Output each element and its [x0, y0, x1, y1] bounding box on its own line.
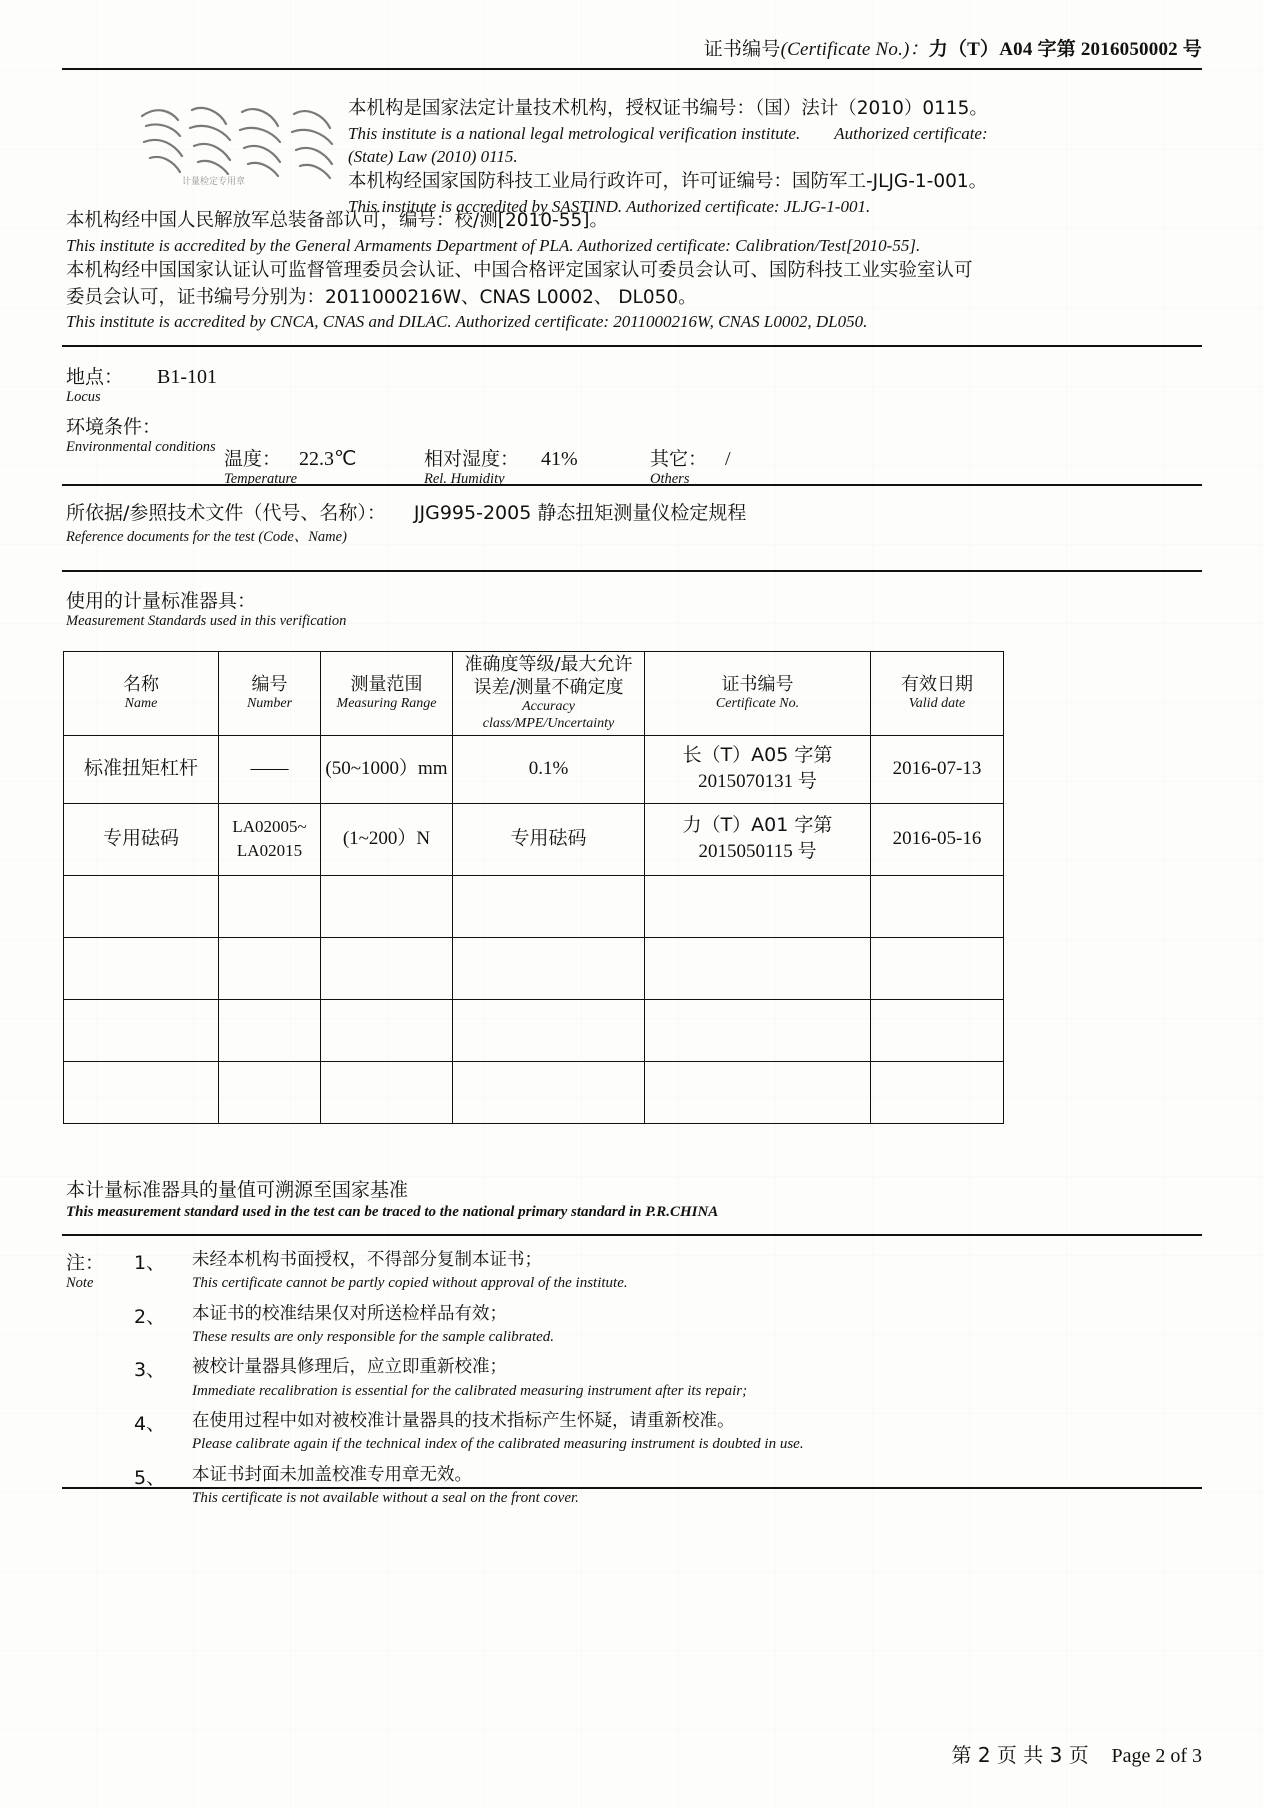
row6-range: [321, 1061, 453, 1123]
col-valid: [871, 652, 1004, 736]
accreditation-line1-cn: 本机构是国家法定计量技术机构，授权证书编号：（国）法计（2010）0115。: [348, 98, 988, 119]
environment-block: [66, 412, 216, 456]
col-number: [219, 652, 321, 736]
col-accuracy-cn2: 误差/测量不确定度: [473, 676, 624, 698]
environment-others: [650, 444, 731, 488]
row4-range: [321, 937, 453, 999]
accreditation-line3-en: This institute is accredited by the General Armaments Department of PLA. Authorized certificate: Calibration/Test[2010-55].: [66, 235, 921, 255]
col-valid-cn: 有效日期: [901, 673, 973, 695]
notes-label-cn: 注：: [66, 1252, 105, 1274]
note-item: [134, 1248, 1202, 1294]
note-4-cn: 在使用过程中如对被校准计量器具的技术指标产生怀疑，请重新校准。: [192, 1410, 735, 1431]
note-1-en: This certificate cannot be partly copied without approval of the institute.: [192, 1275, 628, 1292]
certificate-label-cn: 证书编号: [703, 39, 781, 60]
environment-label-en: Environmental conditions: [66, 439, 216, 455]
locus-block: [66, 362, 217, 406]
row1-valid: 2016-07-13: [871, 735, 1004, 803]
row5-certificate: [645, 999, 871, 1061]
note-5-number: 5、: [134, 1466, 166, 1489]
row3-name: [64, 875, 219, 937]
row3-number: [219, 875, 321, 937]
row1-accuracy: 0.1%: [453, 735, 645, 803]
environment-humidity: [424, 444, 578, 488]
row2-valid: 2016-05-16: [871, 803, 1004, 875]
svg-text:计量检定专用章: 计量检定专用章: [182, 177, 246, 186]
notes-label-en: Note: [66, 1275, 94, 1291]
note-item: [134, 1409, 1202, 1455]
col-accuracy-en: Accuracy class/MPE/Uncertainty: [482, 699, 615, 731]
row1-certificate: [645, 735, 871, 803]
reference-divider: [62, 570, 1202, 572]
certificate-number-value: 力（T）A04 字第 2016050002 号: [928, 39, 1202, 60]
row3-valid: [871, 875, 1004, 937]
traceability-block: [66, 1175, 1202, 1222]
standards-table: [63, 651, 1004, 1124]
others-label-cn: 其它：: [650, 448, 708, 470]
accreditation-line4-cn: 本机构经中国国家认证认可监督管理委员会认证、中国合格评定国家认可委员会认可、国防科技工业实验室认可: [66, 259, 973, 281]
row5-name: [64, 999, 219, 1061]
note-item: [134, 1355, 1202, 1401]
locus-value: B1-101: [157, 366, 218, 388]
notes-block: [66, 1248, 1202, 1510]
environment-temperature: [224, 444, 356, 488]
traceability-cn: 本计量标准器具的量值可溯源至国家基准: [66, 1179, 409, 1201]
reference-label-cn: 所依据/参照技术文件（代号、名称）：: [66, 502, 386, 524]
accreditation-line3-cn: 本机构经中国人民解放军总装备部认可，编号：校/测[2010-55]。: [66, 210, 608, 231]
col-range: [321, 652, 453, 736]
standards-title-block: [66, 586, 346, 630]
row4-certificate: [645, 937, 871, 999]
row6-name: [64, 1061, 219, 1123]
row5-valid: [871, 999, 1004, 1061]
row3-accuracy: [453, 875, 645, 937]
col-accuracy: [453, 652, 645, 736]
table-header-row: [64, 652, 1004, 736]
col-name-cn: 名称: [123, 673, 159, 695]
page-number-en: Page 2 of 3: [1111, 1745, 1202, 1767]
col-number-en: Number: [246, 696, 293, 712]
row2-number: [219, 803, 321, 875]
table-row: [64, 735, 1004, 803]
row2-name: 专用砝码: [64, 803, 219, 875]
row6-number: [219, 1061, 321, 1123]
col-range-cn: 测量范围: [350, 673, 423, 695]
row4-number: [219, 937, 321, 999]
row5-range: [321, 999, 453, 1061]
reference-label-en: Reference documents for the test (Code、Name): [66, 529, 347, 545]
environment-label-cn: 环境条件：: [66, 416, 162, 438]
humidity-label-cn: 相对湿度：: [424, 448, 520, 470]
col-range-en: Measuring Range: [336, 696, 437, 712]
col-accuracy-cn: 准确度等级/最大允许: [464, 654, 633, 675]
col-valid-en: Valid date: [908, 696, 966, 712]
table-row: [64, 875, 1004, 937]
accreditation-line1-en: This institute is a national legal metrological verification institute. Authorized certificate:: [348, 123, 988, 143]
table-row: [64, 999, 1004, 1061]
col-name-en: Name: [124, 696, 158, 712]
traceability-divider: [62, 1234, 1202, 1236]
accreditation-line4-en: This institute is accredited by CNCA, CNAS and DILAC. Authorized certificate: 2011000216W, CNAS L0002, DL050.: [66, 312, 868, 332]
note-3-en: Immediate recalibration is essential for the calibrated measuring instrument after its repair;: [192, 1382, 748, 1399]
accreditation-line2-en: This institute is accredited by SASTIND. Authorized certificate: JLJG-1-001.: [348, 196, 871, 216]
accreditation-divider: [62, 345, 1202, 347]
row3-range: [321, 875, 453, 937]
row2-number-line1: LA02005~: [232, 817, 307, 837]
row2-accuracy: 专用砝码: [453, 803, 645, 875]
row6-accuracy: [453, 1061, 645, 1123]
row2-range: (1~200）N: [321, 803, 453, 875]
accreditation-line1-en2: (State) Law (2010) 0115.: [348, 146, 518, 166]
locus-label-en: Locus: [66, 389, 101, 405]
reference-block: [66, 498, 1202, 546]
row5-number: [219, 999, 321, 1061]
row1-cert-line2: 2015070131 号: [698, 770, 817, 792]
table-row: [64, 937, 1004, 999]
page-footer: [951, 1739, 1202, 1768]
note-1-number: 1、: [134, 1252, 166, 1274]
accreditation-line4-cn2: 委员会认可，证书编号分别为：2011000216W、CNAS L0002、 DL050。: [66, 286, 697, 308]
accreditation-line2-cn: 本机构经国家国防科技工业局行政许可，许可证编号：国防军工-JLJG-1-001。: [348, 170, 988, 192]
reference-value: JJG995-2005 静态扭矩测量仪检定规程: [413, 502, 747, 524]
note-1-cn: 未经本机构书面授权，不得部分复制本证书；: [192, 1250, 542, 1270]
standards-title-cn: 使用的计量标准器具：: [66, 590, 257, 612]
row3-certificate: [645, 875, 871, 937]
row2-certificate: [645, 803, 871, 875]
locus-label-cn: 地点：: [66, 366, 124, 388]
page-number-cn: 第 2 页 共 3 页: [951, 1743, 1089, 1767]
row6-valid: [871, 1061, 1004, 1123]
row5-accuracy: [453, 999, 645, 1061]
note-2-en: These results are only responsible for the sample calibrated.: [192, 1329, 555, 1345]
row2-number-line2: LA02015: [236, 841, 303, 861]
row6-certificate: [645, 1061, 871, 1123]
institute-seal: [130, 96, 360, 186]
note-3-cn: 被校计量器具修理后，应立即重新校准；: [192, 1357, 507, 1378]
col-certificate-cn: 证书编号: [721, 673, 794, 695]
note-2-number: 2、: [134, 1305, 166, 1328]
row1-range: (50~1000）mm: [321, 735, 453, 803]
standards-title-en: Measurement Standards used in this verification: [66, 613, 347, 629]
page-content: [62, 0, 1202, 1808]
col-name: [64, 652, 219, 736]
environment-divider: [62, 484, 1202, 486]
row1-name: 标准扭矩杠杆: [64, 735, 219, 803]
row4-name: [64, 937, 219, 999]
note-3-number: 3、: [134, 1359, 166, 1382]
col-number-cn: 编号: [251, 673, 288, 695]
header-divider: [62, 68, 1202, 70]
row4-accuracy: [453, 937, 645, 999]
humidity-label-en: Rel. Humidity: [424, 471, 505, 487]
others-label-en: Others: [650, 471, 690, 487]
col-certificate: [645, 652, 871, 736]
others-value: /: [725, 448, 731, 470]
col-certificate-en: Certificate No.: [715, 696, 800, 712]
temperature-label-en: Temperature: [224, 471, 298, 487]
traceability-en: This measurement standard used in the test can be traced to the national primary standard in P.R.CHINA: [66, 1204, 719, 1220]
row2-cert-line2: 2015050115 号: [698, 840, 817, 862]
accreditation-block: [348, 96, 1202, 218]
note-2-cn: 本证书的校准结果仅对所送检样品有效；: [192, 1303, 507, 1324]
note-4-en: Please calibrate again if the technical index of the calibrated measuring instrument is doubted in use.: [192, 1436, 804, 1453]
note-item: [134, 1302, 1202, 1348]
footer-divider: [62, 1487, 1202, 1489]
humidity-value: 41%: [541, 448, 578, 470]
row1-cert-line1: 长（T）A05 字第: [682, 743, 833, 766]
note-item: [134, 1463, 1202, 1509]
note-5-en: This certificate is not available without a seal on the front cover.: [192, 1489, 579, 1506]
temperature-value: 22.3℃: [299, 448, 357, 470]
row2-cert-line1: 力（T）A01 字第: [682, 813, 833, 836]
temperature-label-cn: 温度：: [224, 448, 282, 470]
note-4-number: 4、: [134, 1412, 166, 1435]
certificate-label-en: (Certificate No.)：: [780, 39, 929, 60]
table-row: [64, 1061, 1004, 1123]
accreditation-block-2: [66, 208, 1202, 334]
table-row: [64, 803, 1004, 875]
note-5-cn: 本证书封面未加盖校准专用章无效。: [192, 1464, 472, 1485]
certificate-number-header: [704, 34, 1202, 61]
row4-valid: [871, 937, 1004, 999]
row1-number: ——: [219, 735, 321, 803]
